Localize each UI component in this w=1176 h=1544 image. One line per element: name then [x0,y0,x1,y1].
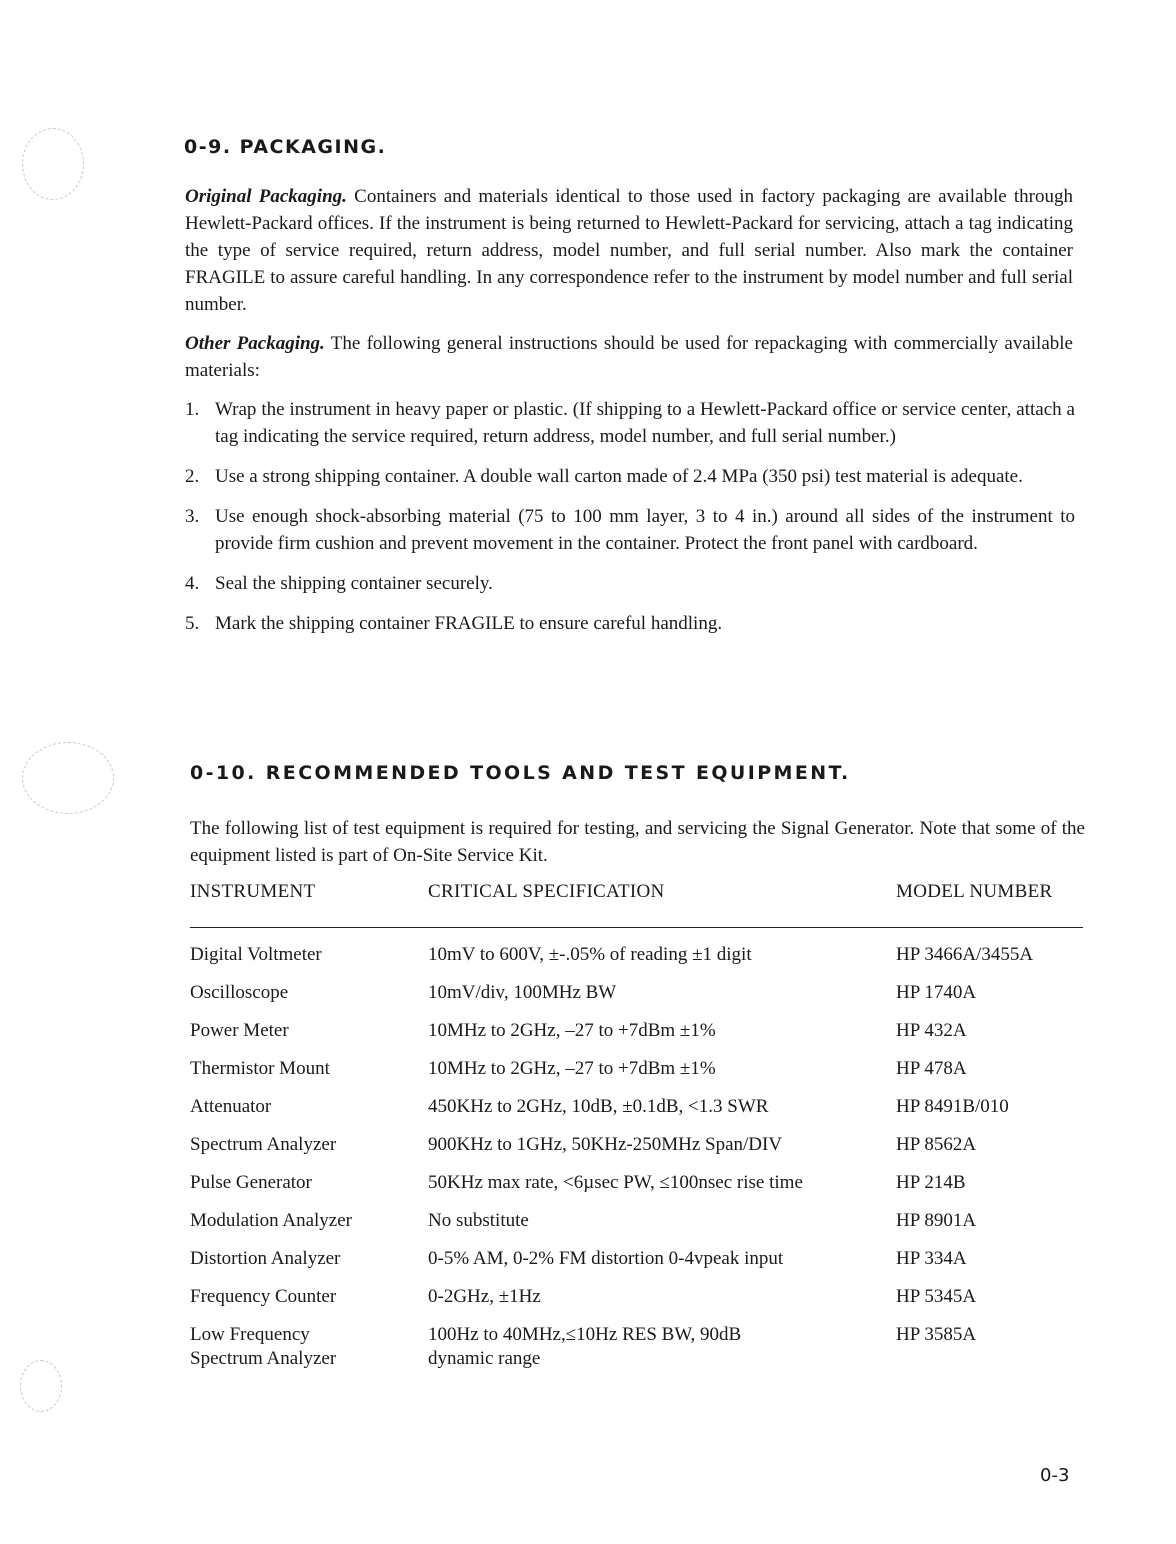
table-body [190,943,1083,1379]
list-item-number: 4. [185,573,200,594]
cell-model-number: HP 3466A/3455A [896,944,1034,965]
table-row [190,943,1083,981]
list-item-text: Mark the shipping container FRAGILE to ensure careful handling. [215,613,723,634]
column-header-model-number: MODEL NUMBER [896,881,1053,902]
table-row [190,1019,1083,1057]
cell-instrument: Distortion Analyzer [190,1248,341,1269]
cell-instrument: Modulation Analyzer [190,1210,352,1231]
cell-model-number: HP 478A [896,1058,967,1079]
punch-hole-mark [20,1360,62,1412]
cell-model-number: HP 5345A [896,1286,977,1307]
cell-instrument: Spectrum Analyzer [190,1134,337,1155]
punch-hole-mark [22,128,84,200]
cell-specification: No substitute [428,1210,529,1231]
cell-model-number: HP 334A [896,1248,967,1269]
cell-specification: 0-2GHz, ±1Hz [428,1286,541,1307]
table-row [190,1285,1083,1323]
punch-hole-mark [22,742,114,814]
cell-specification: 10mV to 600V, ±-.05% of reading ±1 digit [428,944,752,965]
cell-model-number: HP 432A [896,1020,967,1041]
cell-instrument: Digital Voltmeter [190,944,322,965]
list-item-text: Seal the shipping container securely. [215,573,493,594]
original-packaging-paragraph [185,183,1073,318]
cell-specification [428,1323,898,1371]
list-item-number: 5. [185,613,200,634]
section-heading-tools: 0-10. RECOMMENDED TOOLS AND TEST EQUIPMENT. [190,762,851,784]
cell-specification: 50KHz max rate, <6µsec PW, ≤100nsec rise time [428,1172,803,1193]
cell-specification: 450KHz to 2GHz, 10dB, ±0.1dB, <1.3 SWR [428,1096,769,1117]
cell-instrument-line: Spectrum Analyzer [190,1348,337,1369]
table-row [190,1057,1083,1095]
test-equipment-intro: The following list of test equipment is required for testing, and servicing the Signal Generator. Note that some of the equipment listed is part of On-Site Service Kit. [190,818,1085,866]
cell-instrument: Thermistor Mount [190,1058,330,1079]
cell-instrument [190,1323,425,1371]
cell-specification-line: 100Hz to 40MHz,≤10Hz RES BW, 90dB [428,1324,742,1345]
list-item [185,610,1075,637]
section-heading-packaging: 0-9. PACKAGING. [184,136,387,158]
table-row [190,981,1083,1019]
cell-model-number: HP 8562A [896,1134,977,1155]
list-item-text: Use enough shock-absorbing material (75 to 100 mm layer, 3 to 4 in.) around all sides of the instrument to provide firm cushion and prevent movement in the container. Protect the front panel with cardboard. [215,506,1075,554]
column-header-instrument: INSTRUMENT [190,881,316,902]
cell-specification: 10mV/div, 100MHz BW [428,982,617,1003]
table-row [190,1133,1083,1171]
cell-model-number: HP 8491B/010 [896,1096,1009,1117]
page-number: 0-3 [1040,1465,1070,1486]
list-item [185,570,1075,597]
test-equipment-table [190,878,1083,1369]
cell-specification-line: dynamic range [428,1348,541,1369]
header-divider [190,927,1083,928]
original-packaging-label: Original Packaging. [185,186,347,207]
cell-specification: 0-5% AM, 0-2% FM distortion 0-4vpeak input [428,1248,784,1269]
list-item [185,503,1075,557]
list-item [185,463,1075,490]
table-row [190,1095,1083,1133]
cell-specification: 10MHz to 2GHz, –27 to +7dBm ±1% [428,1020,716,1041]
list-item [185,396,1075,450]
cell-specification: 900KHz to 1GHz, 50KHz-250MHz Span/DIV [428,1134,783,1155]
other-packaging-text: The following general instructions should be used for repackaging with commercially available materials: [185,333,1073,381]
table-row [190,1209,1083,1247]
table-row [190,1323,1083,1379]
other-packaging-label: Other Packaging. [185,333,325,354]
cell-model-number: HP 3585A [896,1324,977,1345]
table-header [190,878,1083,916]
cell-instrument-line: Low Frequency [190,1324,310,1345]
list-item-number: 2. [185,466,200,487]
packaging-steps-list [185,396,1075,650]
cell-specification: 10MHz to 2GHz, –27 to +7dBm ±1% [428,1058,716,1079]
cell-model-number: HP 214B [896,1172,966,1193]
cell-instrument: Power Meter [190,1020,289,1041]
cell-model-number: HP 8901A [896,1210,977,1231]
other-packaging-paragraph [185,330,1073,384]
cell-model-number: HP 1740A [896,982,977,1003]
column-header-specification: CRITICAL SPECIFICATION [428,881,665,902]
original-packaging-text: Containers and materials identical to those used in factory packaging are available through Hewlett-Packard offices. If the instrument is being returned to Hewlett-Packard for servicing, attach a tag indicating the type of service required, return address, model number, and full serial number. Also mark the container FRAGILE to assure careful handling. In any correspondence refer to the instrument by model number and full serial number. [185,186,1074,315]
list-item-number: 1. [185,399,200,420]
table-row [190,1171,1083,1209]
cell-instrument: Oscilloscope [190,982,289,1003]
list-item-text: Use a strong shipping container. A double wall carton made of 2.4 MPa (350 psi) test material is adequate. [215,466,1023,487]
cell-instrument: Pulse Generator [190,1172,312,1193]
list-item-text: Wrap the instrument in heavy paper or plastic. (If shipping to a Hewlett-Packard office or service center, attach a tag indicating the service required, return address, model number, and full serial number.) [215,399,1075,447]
table-row [190,1247,1083,1285]
cell-instrument: Attenuator [190,1096,272,1117]
list-item-number: 3. [185,506,200,527]
cell-instrument: Frequency Counter [190,1286,337,1307]
